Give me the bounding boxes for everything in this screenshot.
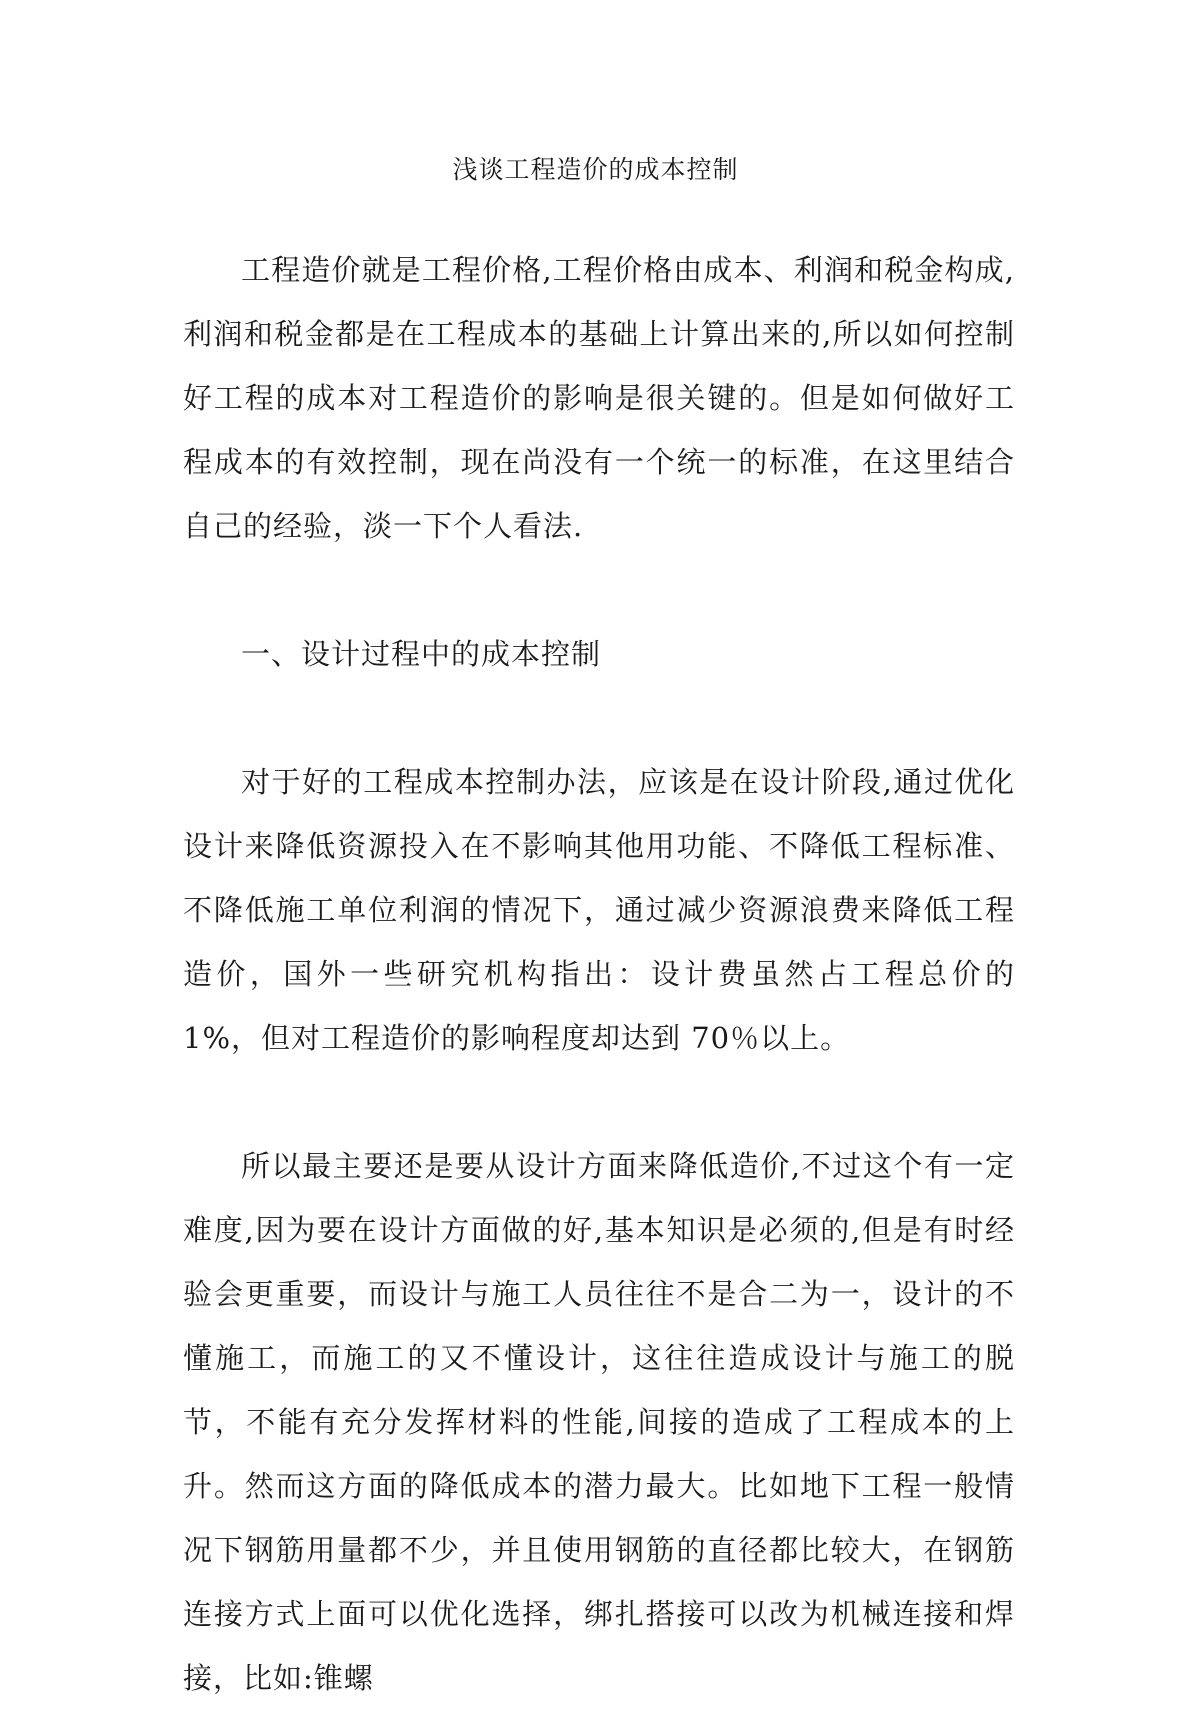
paragraph-gap bbox=[183, 558, 1015, 622]
paragraph-gap bbox=[183, 1070, 1015, 1134]
section-heading-design-cost-control: 一、设计过程中的成本控制 bbox=[241, 637, 602, 671]
paragraph-intro: 工程造价就是工程价格,工程价格由成本、利润和税金构成,利润和税金都是在工程成本的基础上计算出来的,所以如何控制好工程的成本对工程造价的影响是很关键的。但是如何做好工程成本的有效控制，现在尚没有一个统一的标准，在这里结合自己的经验，淡一下个人看法. bbox=[183, 253, 1015, 543]
document-body bbox=[183, 238, 1015, 1710]
paragraph-gap bbox=[183, 686, 1015, 750]
paragraph-design-difficulty: 所以最主要还是要从设计方面来降低造价,不过这个有一定难度,因为要在设计方面做的好,基本知识是必须的,但是有时经验会更重要，而设计与施工人员往往不是合二为一，设计的不懂施工，而施工的又不懂设计，这往往造成设计与施工的脱节，不能有充分发挥材料的性能,间接的造成了工程成本的上升。然而这方面的降低成本的潜力最大。比如地下工程一般情况下钢筋用量都不少，并且使用钢筋的直径都比较大，在钢筋连接方式上面可以优化选择，绑扎搭接可以改为机械连接和焊接，比如:锥螺 bbox=[183, 1149, 1015, 1695]
paragraph-design-optimization: 对于好的工程成本控制办法，应该是在设计阶段,通过优化设计来降低资源投入在不影响其他用功能、不降低工程标准、不降低施工单位利润的情况下，通过减少资源浪费来降低工程造价，国外一些研究机构指出：设计费虽然占工程总价的 1%，但对工程造价的影响程度却达到 70％以上。 bbox=[183, 765, 1015, 1055]
document-title: 浅谈工程造价的成本控制 bbox=[452, 155, 739, 184]
